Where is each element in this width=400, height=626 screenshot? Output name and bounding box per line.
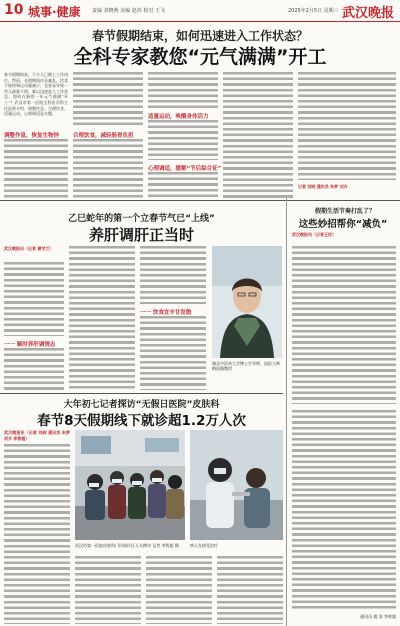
sidebar-kicker: 假期生活节奏打乱了？: [314, 208, 375, 215]
story3-photo-caption-1: 武汉市第一医院皮肤科门诊候诊区人头攒动 记者 李智超 摄: [75, 543, 179, 548]
page-masthead: [0, 0, 400, 22]
story2-col3-body: [140, 246, 206, 304]
story1-subhead-d: 心理调适，缓解“节后综合征”: [148, 166, 222, 172]
section-title: 城事·健康: [28, 5, 81, 19]
issue-date: 2025年2月5日 星期三: [288, 8, 339, 14]
story1-subhead-a: 调整作息，恢复生物钟: [4, 133, 60, 139]
doctor-portrait-photo: [212, 246, 282, 358]
story3-col1-body: [4, 444, 70, 624]
story1-col3c-body: [148, 172, 218, 198]
sidebar-body: [292, 246, 396, 404]
story3-photo-caption-2: 病人在接受治疗: [190, 543, 218, 548]
story1-headline: 全科专家教您“元气满满”开工: [73, 46, 327, 68]
story1-col5-body: [298, 72, 396, 180]
story2-col1-body: [4, 262, 64, 336]
story2-subhead-a: 一一 顺时养肝调情志: [4, 342, 56, 348]
story2-headline: 养肝调肝正当时: [88, 226, 194, 244]
story3-closing-byline: 通讯员 姚 涛 李智超: [360, 614, 396, 619]
story3-col2-body: [75, 556, 141, 624]
story2-subhead-b: 一一 饮食宜辛甘发散: [140, 310, 192, 316]
story3-col4-body: [217, 556, 283, 624]
story1-subhead-c: 适量运动，唤醒身体活力: [148, 114, 209, 120]
story2-col1b-body: [4, 348, 64, 390]
editor-credits: 责编 刘晓燕 美编 赵祎 校对 王飞: [92, 8, 165, 14]
story1-col3b-body: [148, 120, 218, 160]
story1-col2-body: [73, 72, 143, 128]
sidebar-byline: 武汉晚报讯（记者王玫）: [292, 232, 336, 237]
story1-col4-body: [223, 72, 293, 198]
story1-col3-body: [148, 72, 218, 108]
story3-headline: 春节8天假期线下就诊超1.2万人次: [37, 413, 246, 429]
story1-reporter-credit: 记者 刘晓 通讯员 朱梦 刘卉: [298, 184, 348, 189]
clinic-waiting-photo: [75, 430, 185, 540]
story3-kicker: 大年初七记者探访“无假日医院”皮肤科: [63, 400, 220, 410]
sidebar-body-cont: [292, 410, 396, 610]
story1-subhead-b: 合理饮食，减轻肠胃负担: [73, 133, 134, 139]
story1-lead: 春节假期结束，不少人已踏上工作岗位。然而，长假期间作息紊乱、饮食不规律和运动量减少，也容易导致一些人疲惫不堪，难以迅速进入工作状态。如何在新的一年元气满满“开工”？武汉市第一医院全科医学科主任医师介绍，调整作息、合理饮食、适量运动、心理调适是关键。: [4, 72, 68, 117]
story2-kicker: 乙巳蛇年的第一个立春节气已“上线”: [68, 214, 215, 224]
story3-col3-body: [146, 556, 212, 624]
story2-col2-body: [69, 246, 135, 390]
story2-photo-caption: 湖北中医药大学博士生导师、国医大师梅国强教授: [212, 361, 280, 371]
page-number: 10: [4, 2, 24, 18]
story2-col3b-body: [140, 316, 206, 390]
newspaper-logo: 武汉晚报: [341, 6, 394, 21]
story1-col2b-body: [73, 139, 143, 199]
story3-byline: 武汉晚报讯（记者 刘晓 通讯员 朱梦 刘卉 李智超）: [4, 430, 72, 441]
section-divider-2: [0, 393, 283, 394]
story1-col1-body: [4, 139, 68, 199]
story1-kicker: 春节假期结束，如何迅速进入工作状态？: [91, 29, 308, 43]
sidebar-headline: 这些妙招帮你“减负”: [298, 219, 388, 230]
treatment-photo: [190, 430, 283, 540]
story2-byline: 武汉晚报讯（记者 曾学兰）: [4, 246, 54, 251]
